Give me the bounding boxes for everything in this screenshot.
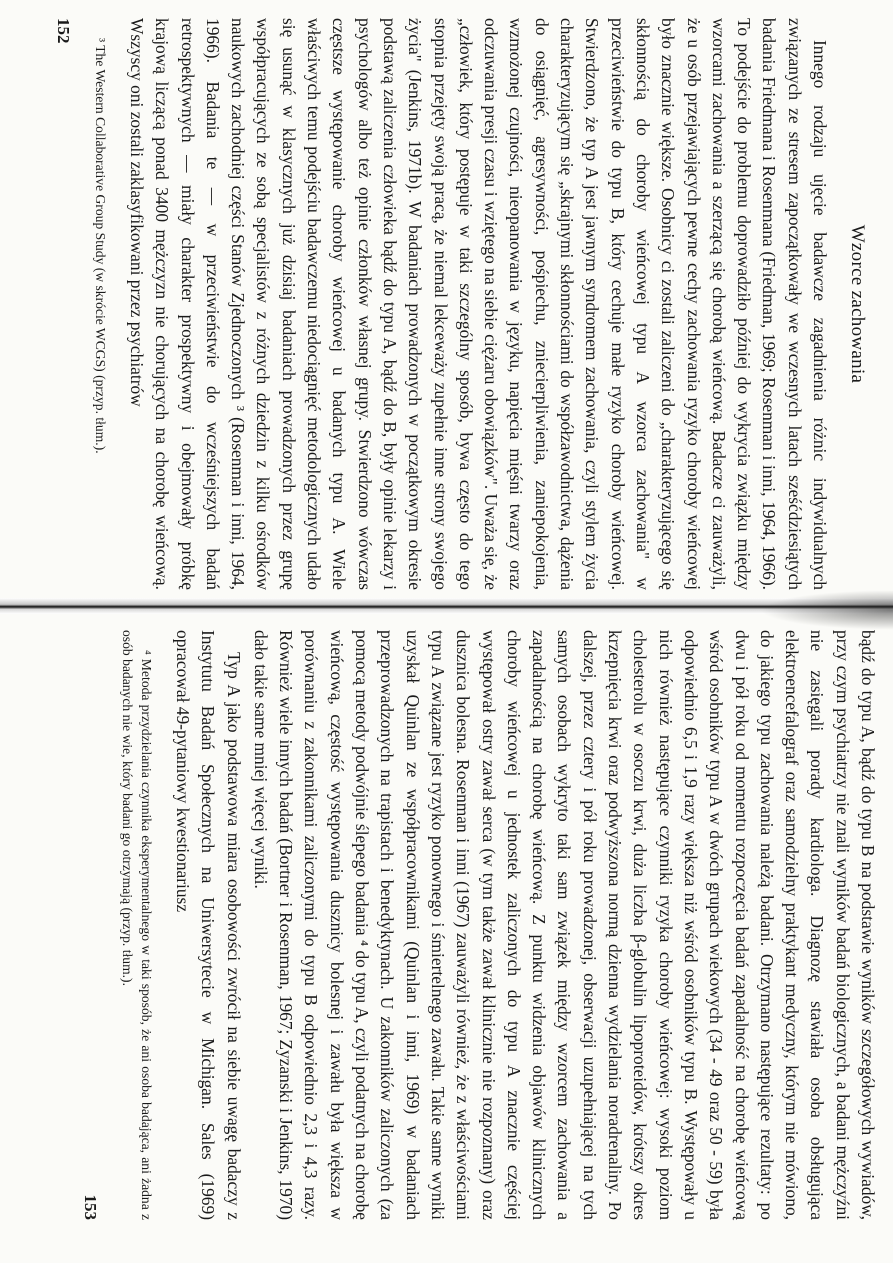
fold-shadow <box>760 590 893 630</box>
paragraph: Innego rodzaju ujęcie badawcze zagadnienia różnic indywidualnych związanych ze stresem zapoczątkowały we wczesnych latach sześćdziesiątych badania Friedmana i Rosenmana (Friedman, 1969; Rosenman i inni, 1964, 1966). To podejście do problemu doprowadziło później do wykrycia związku między wzorcami zachowania a szerzącą się chorobą wieńcową. Badacze ci zauważyli, że u osób przejawiających pewne cechy zachowania ryzyko choroby wieńcowej było znacznie większe. Osobnicy ci zostali zaliczeni do „charakteryzującego się skłonnością do choroby wieńcowej typu A wzorca zachowania" w przeciwieństwie do typu B, który cechuje małe ryzyko choroby wieńcowej. Stwierdzono, że typ A jest jawnym syndromem zachowania, czyli stylem życia charakteryzującym się „skrajnymi skłonnościami do współzawodnictwa, dążenia do osiągnięć, agresywności, pośpiechu, zniecierpliwienia, zaniepokojenia, wzmożonej czujności, nieopanowania w języku, napięcia mięśni twarzy oraz odczuwania presji czasu i wziętego na siebie ciężaru obowiązków". Uważa się, że „człowiek, który postępuje w taki szczególny sposób, bywa często do tego stopnia przejęty swoją pracą, że niemal lekceważy zupełnie inne strony swojego życia" (Jenkins, 1971b). W badaniach prowadzonych w początkowym okresie podstawą zaliczenia człowieka bądź do typu A, bądź do B, były opinie lekarzy i psychologów albo też opinie członków własnej grupy. Stwierdzono wówczas częstsze występowanie choroby wieńcowej u badanych typu A. Wiele właściwych temu podejściu badawczemu niedociągnięć metodologicznych udało się usunąć w klasycznych już dzisiaj badaniach prowadzonych przez grupę współpracujących ze sobą specjalistów z różnych dziedzin z kilku ośrodków naukowych zachodniej części Stanów Zjednoczonych ³ (Rosenman i inni, 1964, 1966). Badania te — w przeciwieństwie do wcześniejszych badań retrospektywnych — miały charakter prospektywny i obejmowały próbkę krajową liczącą ponad 3400 mężczyzn nie chorujących na chorobę wieńcową. Wszyscy oni zostali zaklasyfikowani przez psychiatrów <box>126 18 830 590</box>
page-number: 153 <box>80 1194 100 1220</box>
footnote: ³ The Western Collaborative Group Study (w skrócie WCGS) (przyp. tłum.). <box>92 38 108 454</box>
page-number: 152 <box>53 18 73 44</box>
paragraph: bądź do typu A, bądź do typu B na podstawie wyników szczegółowych wywiadów, przy czym psychiatrzy nie znali wyników badań biologicznych, a badani mężczyźni nie zasięgali porady kardiologa. Diagnozę stawiała osoba obsługująca elektroencefalograf oraz samodzielny praktykant medyczny, którym nie mówiono, do jakiego typu zachowania należą badani. Otrzymano następujące rezultaty: po dwu i pół roku od momentu rozpoczęcia badań zapadalność na chorobę wieńcową wśród osobników typu A w dwóch grupach wiekowych (34 - 49 oraz 50 - 59) była odpowiednio 6,5 i 1,9 razy większa niż wśród osobników typu B. Występowały u nich również następujące czynniki ryzyka choroby wieńcowej: wysoki poziom cholesterolu w osoczu krwi, duża liczba β-globulin lipoproteidów, krótszy okres krzepnięcia krwi oraz podwyższona normą dzienna wydzielania noradrenaliny. Po dalszej, przez cztery i pół roku prowadzonej, obserwacji uzupełniającej na tych samych osobach wykryto taki sam związek między wzorcem zachowania a zapadalnością na chorobę wieńcową. Z punktu widzenia objawów klinicznych choroby wieńcowej u jednostek zaliczonych do typu A znacznie częściej występował ostry zawał serca (w tym także zawał klinicznie nie rozpoznany) oraz dusznica bolesna. Rosenman i inni (1967) zauważyli również, że z właściwościami typu A związane jest ryzyko ponownego i śmiertelnego zawału. Takie same wyniki uzyskał Quinlan ze współpracownikami (Quinlan i inni, 1969) w badaniach przeprowadzonych na trapistach i benedyktynach. U zakonników zaliczonych (za pomocą metody podwójnie ślepego badania ⁴ do typu A, czyli podatnych na chorobę wieńcową, częstość występowania dusznicy bolesnej i zawału była większa w porównaniu z zakonnikami zaliczonymi do typu B odpowiednio 2,3 i 4,3 razy. Również wiele innych badań (Bortner i Rosenman, 1967; Zyzanski i Jenkins, 1970) dało takie same mniej więcej wyniki. <box>250 630 878 1220</box>
running-head: Wzorce zachowania <box>847 224 868 384</box>
paragraph: Typ A jako podstawowa miara osobowości zwrócił na siebie uwagę badaczy z Instytutu Badań Społecznych na Uniwersytecie w Michigan. Sales (1969) opracował 49-pytaniowy kwestionariusz <box>172 630 244 1220</box>
footnote: ⁴ Metoda przydzielania czynnika eksperymentalnego w taki sposób, że ani osoba badająca, ani żadna z osób badanych nie wie, który badani go otrzymają (przyp. tłum.). <box>119 630 154 1220</box>
page-153 <box>20 630 880 1220</box>
page-152 <box>20 18 880 590</box>
